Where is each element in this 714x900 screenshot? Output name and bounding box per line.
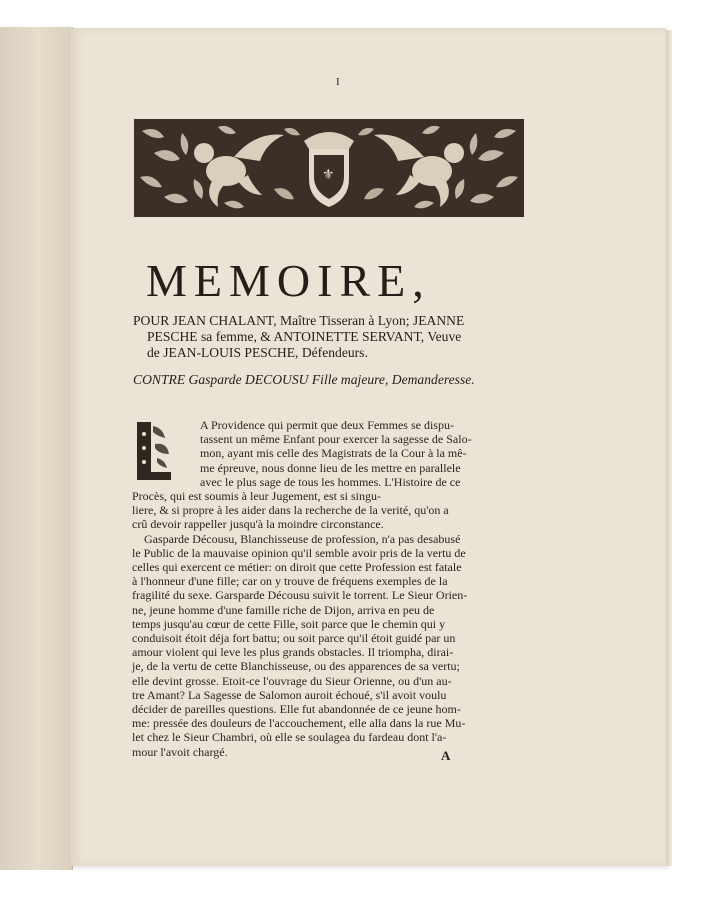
body-line: Procès, qui est soumis à leur Jugement, est si singu- — [132, 489, 381, 504]
parties-block — [133, 313, 525, 361]
body-line: let chez le Sieur Chambri, où elle se soulagea du fardeau dont l'a- — [132, 730, 447, 745]
against-line: CONTRE Gasparde DECOUSU Fille majeure, Demanderesse. — [133, 372, 475, 387]
body-line: celles qui exercent ce métier: on diroit que cette Profession est fatale — [132, 560, 462, 575]
body-line: le Public de la mauvaise opinion qu'il semble avoir pris de la vertu de — [132, 545, 466, 560]
catchword: A — [441, 748, 451, 763]
body-line: temps jusqu'au cœur de cette Fille, soit parce que le chemin qui y — [132, 616, 446, 631]
body-text — [132, 418, 516, 759]
body-line: décider de pareilles questions. Elle fut abandonnée de ce jeune hom- — [132, 702, 461, 717]
body-line: à l'honneur d'une fille; car on y trouve de fréquens exemples de la — [132, 574, 448, 589]
body-line: ne, jeune homme d'une famille riche de Dijon, arriva en peu de — [132, 602, 435, 617]
body-line: crû devoir rappeller jusqu'à la moindre circonstance. — [132, 517, 384, 532]
page-fore-edge — [666, 30, 672, 866]
body-line: me: pressée des douleurs de l'accouchement, elle alla dans la rue Mu- — [132, 716, 466, 731]
parties-line: de JEAN-LOUIS PESCHE, Défendeurs. — [147, 345, 368, 360]
document-title: MEMOIRE, — [146, 255, 431, 306]
parties-line: POUR JEAN CHALANT, Maître Tisseran à Lyon; JEANNE — [133, 313, 465, 328]
left-page-edge — [0, 27, 73, 870]
parties-line: PESCHE sa femme, & ANTOINETTE SERVANT, Veuve — [147, 329, 462, 344]
body-line: tassent un même Enfant pour exercer la sagesse de Salo- — [200, 432, 472, 447]
body-line: amour violent qui leve les plus grands obstacles. Il triompha, dirai- — [132, 645, 454, 660]
body-line: A Providence qui permit que deux Femmes se dispu- — [200, 418, 454, 432]
ornamental-headpiece-icon — [134, 119, 524, 217]
body-line: liere, & si propre à les aider dans la recherche de la verité, qu'on a — [132, 503, 449, 518]
body-line: mour l'avoit chargé. — [132, 744, 228, 759]
body-line: Gasparde Décousu, Blanchisseuse de profession, n'a pas desabusé — [144, 531, 461, 546]
body-line: me épreuve, nous donne lieu de les mettre en parallele — [200, 460, 461, 475]
body-line: fragilité du sexe. Garsparde Décousu suivit le torrent. Le Sieur Orien- — [132, 588, 468, 603]
body-line: conduisoit étoit déja fort battu; ou soit parce qu'il étoit guidé par un — [132, 631, 456, 646]
svg-text:⚜: ⚜ — [322, 167, 335, 183]
body-line: mon, ayant mis celle des Magistrats de la Cour à la mê- — [200, 446, 467, 461]
body-line: elle devint grosse. Etoit-ce l'ouvrage du Sieur Orienne, ou d'un au- — [132, 673, 452, 688]
page-number: I — [336, 76, 340, 88]
body-line: avec le plus sage de tous les hommes. L'Histoire de ce — [200, 474, 461, 489]
body-line: je, de la vertu de cette Blanchisseuse, ou des apparences de sa vertu; — [132, 659, 460, 674]
body-line: tre Amant? La Sagesse de Salomon auroit échoué, s'il avoit voulu — [132, 687, 447, 702]
